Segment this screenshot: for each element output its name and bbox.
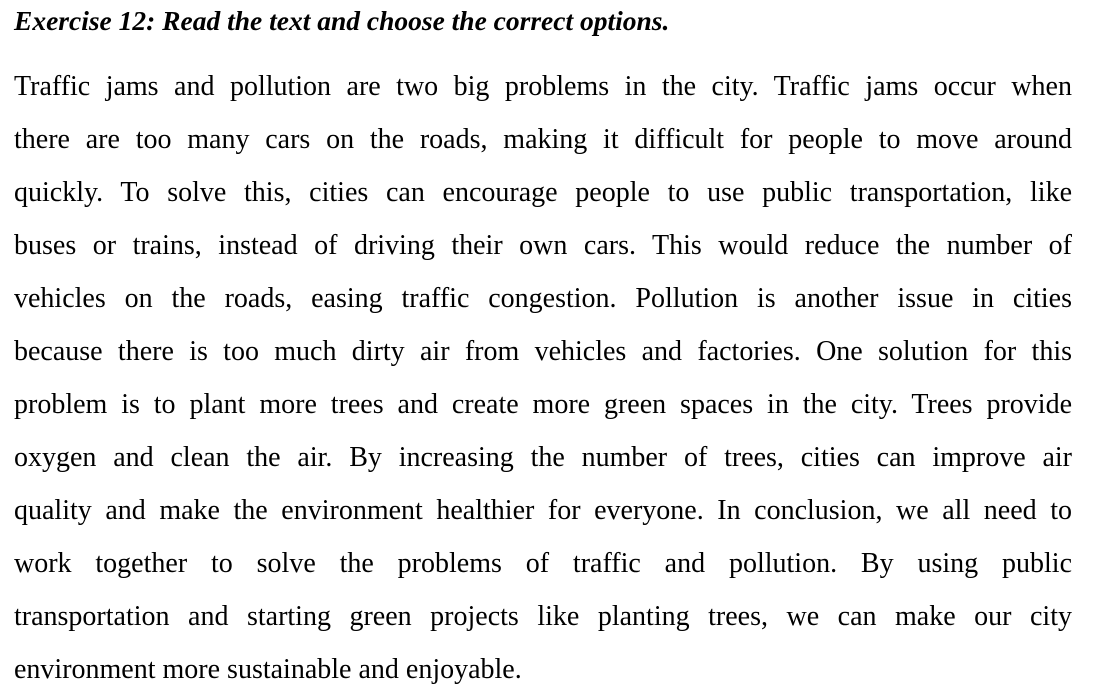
passage-line: because there is too much dirty air from vehicles and factories. One solution for this: [14, 336, 1072, 367]
passage-line: quickly. To solve this, cities can encourage people to use public transportation, like: [14, 177, 1072, 208]
passage-line: vehicles on the roads, easing traffic congestion. Pollution is another issue in cities: [14, 283, 1072, 314]
passage-line: quality and make the environment healthier for everyone. In conclusion, we all need to: [14, 495, 1072, 526]
passage-line: environment more sustainable and enjoyable.: [14, 654, 522, 685]
passage-line: there are too many cars on the roads, making it difficult for people to move around: [14, 124, 1072, 155]
passage-line: oxygen and clean the air. By increasing the number of trees, cities can improve air: [14, 442, 1072, 473]
exercise-document: [14, 0, 1072, 696]
passage-line: buses or trains, instead of driving their own cars. This would reduce the number of: [14, 230, 1072, 261]
passage-line: problem is to plant more trees and create more green spaces in the city. Trees provide: [14, 389, 1072, 420]
exercise-title: Exercise 12: Read the text and choose the correct options.: [14, 5, 670, 36]
reading-passage: [14, 60, 1072, 696]
passage-line: transportation and starting green projects like planting trees, we can make our city: [14, 601, 1072, 632]
passage-line: Traffic jams and pollution are two big problems in the city. Traffic jams occur when: [14, 71, 1072, 102]
passage-line: work together to solve the problems of traffic and pollution. By using public: [14, 548, 1072, 579]
